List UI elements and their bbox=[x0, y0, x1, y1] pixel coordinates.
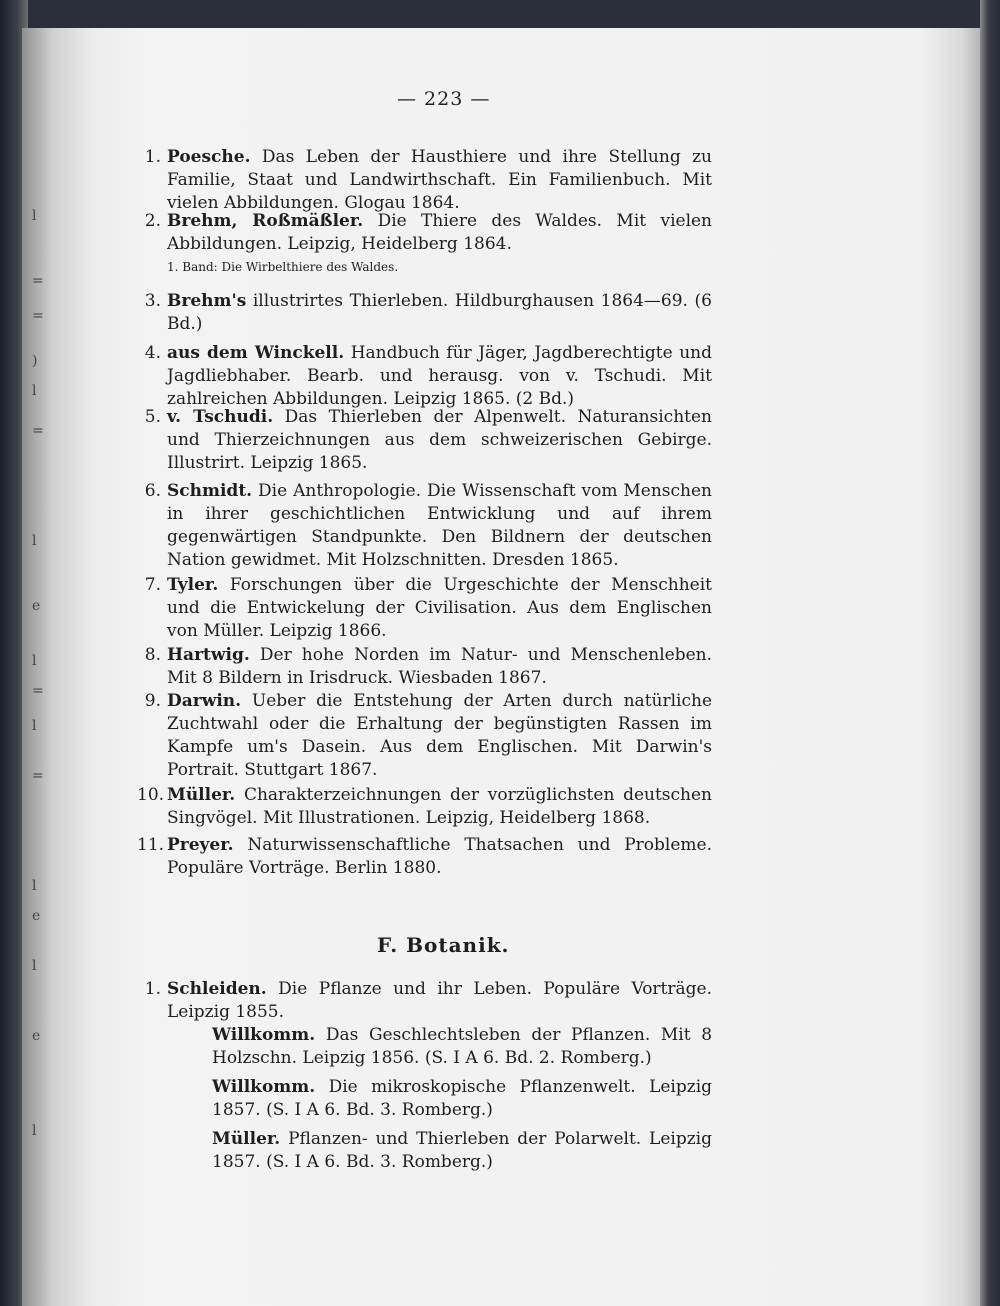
entry-text: Ueber die Entstehung der Arten durch natürliche Zuchtwahl oder die Erhaltung der begünstigten Rassen im Kampfe um's Dasein. Aus dem Englischen. Mit Darwin's Portrait. Stuttgart 1867. bbox=[167, 691, 713, 780]
entry-author: aus dem Winckell. bbox=[167, 343, 345, 363]
entry-text: Das Thierleben der Alpenwelt. Naturansichten und Thierzeichnungen aus dem schweizerischen Gebirge. Illustrirt. Leipzig 1865. bbox=[167, 407, 712, 473]
entry-text: Die Pflanze und ihr Leben. Populäre Vorträge. Leipzig 1855. bbox=[167, 979, 712, 1022]
entry-number: 9. bbox=[144, 691, 161, 711]
gutter-mark: l bbox=[32, 533, 37, 549]
entry-number: 6. bbox=[144, 481, 161, 501]
entry-number: 7. bbox=[144, 575, 161, 595]
gutter-mark: = bbox=[32, 683, 44, 699]
book-page bbox=[22, 28, 980, 1306]
entry-text: Das Leben der Hausthiere und ihre Stellung zu Familie, Staat und Landwirthschaft. Ein Familienbuch. Mit vielen Abbildungen. Glogau 1864. bbox=[167, 147, 712, 213]
page-number: — 223 — bbox=[397, 88, 491, 110]
entry-author: v. Tschudi. bbox=[167, 407, 274, 427]
entry-author: Schleiden. bbox=[167, 979, 267, 999]
bibliography-entry bbox=[144, 406, 712, 475]
entry-text: Handbuch für Jäger, Jagdberechtigte und Jagdliebhaber. Bearb. und herausg. von v. Tschudi. Mit zahlreichen Abbildungen. Leipzig 1865. (2 Bd.) bbox=[167, 343, 712, 409]
bibliography-entry bbox=[144, 690, 713, 782]
gutter-mark: l bbox=[32, 208, 37, 224]
entry-text: Die Anthropologie. Die Wissenschaft vom Menschen in ihrer geschichtlichen Entwicklung und auf ihrem gegenwärtigen Standpunkte. Den Bildnern der deutschen Nation gewidmet. Mit Holzschnitten. Dresden 1865. bbox=[167, 481, 712, 570]
entry-author: Müller. bbox=[167, 785, 236, 805]
gutter-mark: l bbox=[32, 878, 37, 894]
gutter-mark: e bbox=[32, 908, 41, 924]
gutter-mark: l bbox=[32, 383, 37, 399]
bibliography-entry bbox=[144, 290, 712, 336]
gutter-mark: = bbox=[32, 273, 44, 289]
entry-text: Forschungen über die Urgeschichte der Menschheit und die Entwickelung der Civilisation. Aus dem Englischen von Müller. Leipzig 1866. bbox=[167, 575, 712, 641]
bibliography-sub-entry bbox=[212, 1128, 712, 1174]
gutter-bleedthrough bbox=[32, 28, 52, 1306]
gutter-mark: = bbox=[32, 768, 44, 784]
gutter-mark: ) bbox=[32, 353, 38, 369]
entry-text: Das Geschlechtsleben der Pflanzen. Mit 8 Holzschn. Leipzig 1856. (S. I A 6. Bd. 2. Romberg.) bbox=[212, 1025, 713, 1068]
entry-number: 4. bbox=[144, 343, 161, 363]
entry-text: Die Thiere des Waldes. Mit vielen Abbildungen. Leipzig, Heidelberg 1864. bbox=[167, 211, 713, 254]
gutter-mark: = bbox=[32, 423, 44, 439]
entry-text: Der hohe Norden im Natur- und Menschenleben. Mit 8 Bildern in Irisdruck. Wiesbaden 1867. bbox=[167, 645, 712, 688]
section-heading: F. Botanik. bbox=[377, 933, 510, 957]
bibliography-entry bbox=[137, 784, 713, 830]
entry-author: Schmidt. bbox=[167, 481, 253, 501]
entry-note: 1. Band: Die Wirbelthiere des Waldes. bbox=[167, 260, 399, 274]
entry-author: Brehm, Roßmäßler. bbox=[167, 211, 364, 231]
entry-number: 11. bbox=[137, 835, 165, 855]
gutter-mark: l bbox=[32, 1123, 37, 1139]
entry-author: Willkomm. bbox=[212, 1025, 316, 1045]
entry-author: Willkomm. bbox=[212, 1077, 316, 1097]
bibliography-entry bbox=[144, 978, 712, 1024]
entry-text: Charakterzeichnungen der vorzüglichsten deutschen Singvögel. Mit Illustrationen. Leipzig, Heidelberg 1868. bbox=[167, 785, 713, 828]
entry-number: 1. bbox=[144, 147, 161, 167]
book-cover-right bbox=[980, 0, 1000, 1306]
entry-number: 3. bbox=[144, 291, 161, 311]
gutter-mark: l bbox=[32, 653, 37, 669]
bibliography-entry bbox=[144, 574, 712, 643]
bibliography-entry bbox=[144, 480, 712, 572]
bibliography-sub-entry bbox=[212, 1076, 712, 1122]
bibliography-entry bbox=[144, 342, 712, 411]
entry-author: Müller. bbox=[212, 1129, 281, 1149]
entry-author: Tyler. bbox=[167, 575, 219, 595]
entry-text: illustrirtes Thierleben. Hildburghausen 1864—69. (6 Bd.) bbox=[167, 291, 712, 334]
bibliography-entry bbox=[137, 834, 712, 880]
bibliography-entry bbox=[144, 210, 713, 276]
entry-text: Pflanzen- und Thierleben der Polarwelt. Leipzig 1857. (S. I A 6. Bd. 3. Romberg.) bbox=[212, 1129, 712, 1172]
entry-number: 5. bbox=[144, 407, 161, 427]
gutter-mark: e bbox=[32, 1028, 41, 1044]
entry-number: 8. bbox=[144, 645, 161, 665]
entry-author: Brehm's bbox=[167, 291, 247, 311]
entry-author: Preyer. bbox=[167, 835, 234, 855]
entry-number: 10. bbox=[137, 785, 165, 805]
entry-author: Poesche. bbox=[167, 147, 251, 167]
gutter-mark: = bbox=[32, 308, 44, 324]
bibliography-sub-entry bbox=[212, 1024, 712, 1070]
entry-number: 2. bbox=[144, 211, 161, 231]
bibliography-entry bbox=[144, 146, 712, 215]
entry-text: Die mikroskopische Pflanzenwelt. Leipzig 1857. (S. I A 6. Bd. 3. Romberg.) bbox=[212, 1077, 713, 1120]
gutter-mark: l bbox=[32, 718, 37, 734]
gutter-mark: l bbox=[32, 958, 37, 974]
entry-number: 1. bbox=[144, 979, 161, 999]
entry-author: Darwin. bbox=[167, 691, 242, 711]
gutter-mark: e bbox=[32, 598, 41, 614]
entry-author: Hartwig. bbox=[167, 645, 250, 665]
bibliography-entry bbox=[144, 644, 712, 690]
entry-text: Naturwissenschaftliche Thatsachen und Probleme. Populäre Vorträge. Berlin 1880. bbox=[167, 835, 712, 878]
